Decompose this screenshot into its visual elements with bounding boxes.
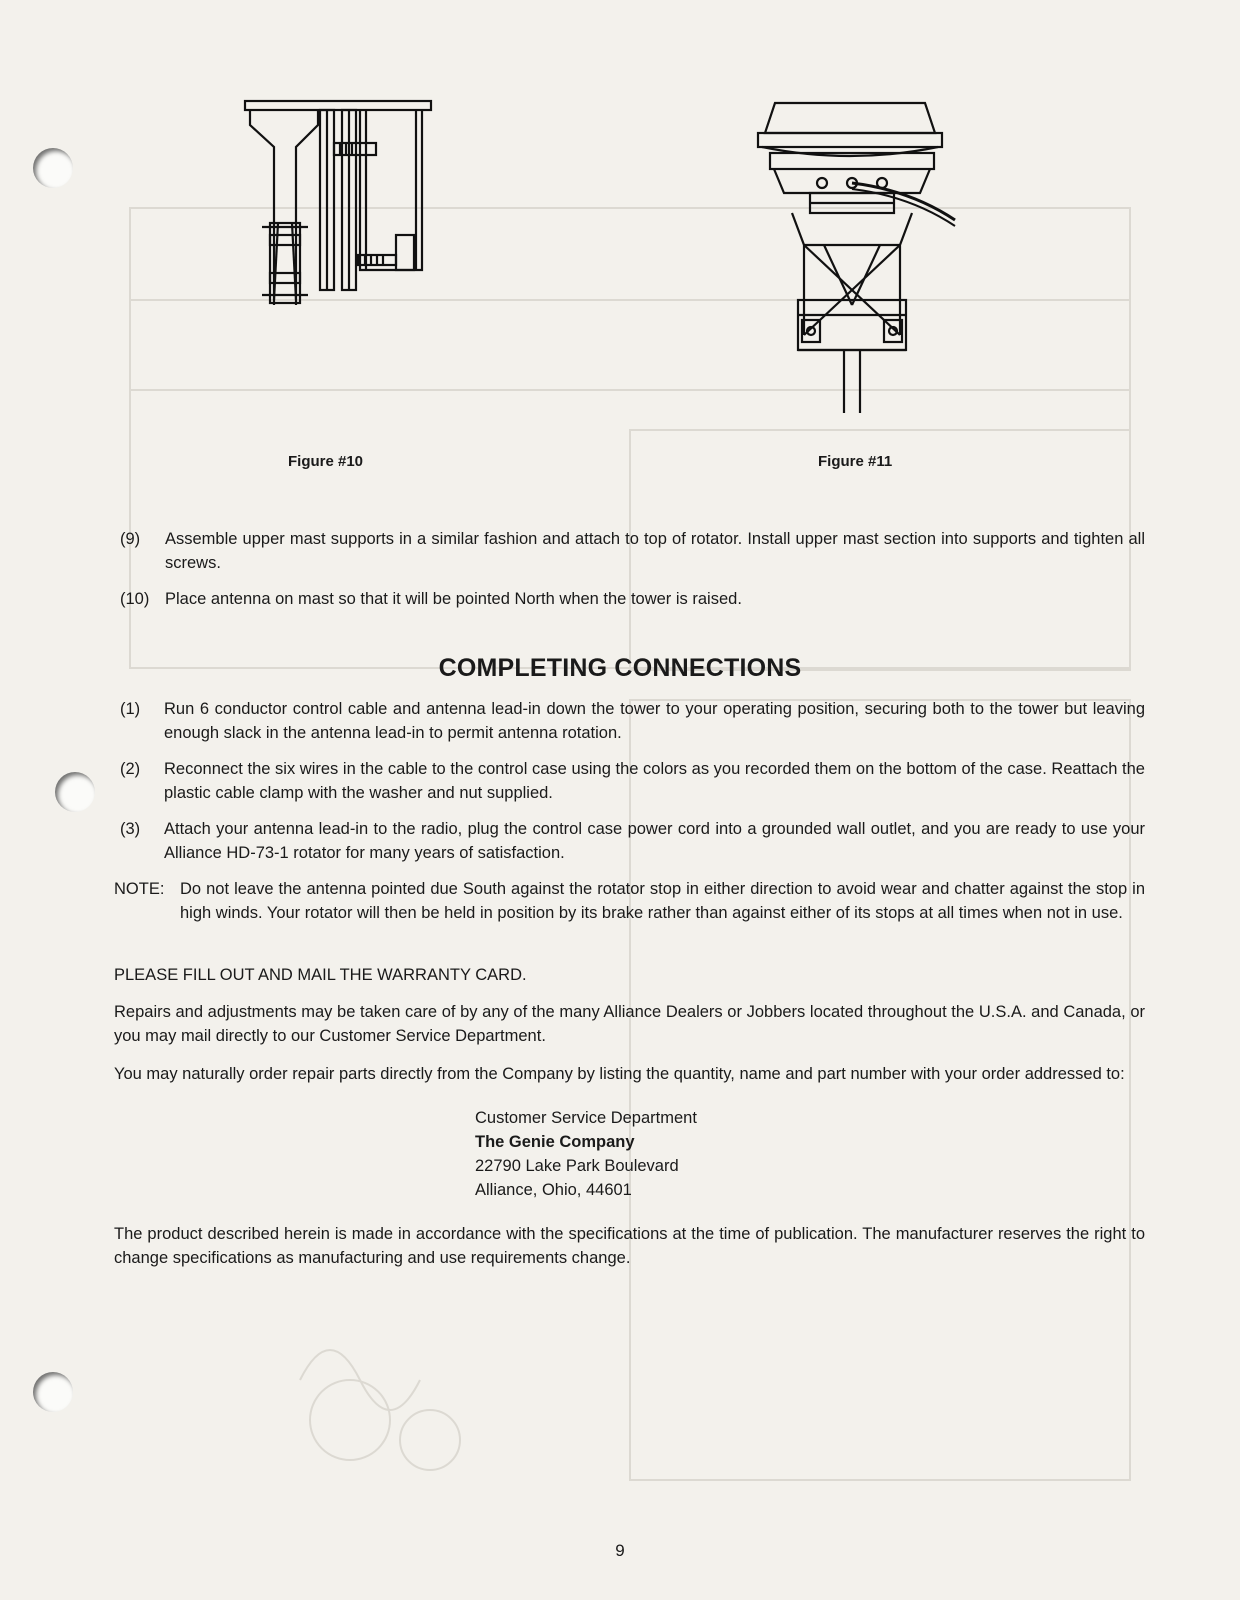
connection-step-2 xyxy=(120,757,1145,805)
step-text: Assemble upper mast supports in a similar fashion and attach to top of rotator. Install upper mast section into supports and tighten all screws. xyxy=(165,530,1145,572)
note-label: NOTE: xyxy=(114,880,165,898)
figure-10-caption: Figure #10 xyxy=(288,453,364,470)
step-number: (3) xyxy=(120,820,141,838)
order-paragraph: You may naturally order repair parts directly from the Company by listing the quantity, name and part number with your order addressed to: xyxy=(114,1065,1125,1083)
disclaimer-paragraph: The product described herein is made in accordance with the specifications at the time of publication. The manufacturer reserves the right to change specifications as manufacturing and use requirements change. xyxy=(114,1225,1145,1267)
binder-hole-top xyxy=(33,148,73,188)
mailing-address xyxy=(475,1106,697,1202)
binder-hole-middle xyxy=(55,772,95,812)
repairs-paragraph: Repairs and adjustments may be taken care of by any of the many Alliance Dealers or Jobbers located throughout the U.S.A. and Canada, or you may mail directly to our Customer Service Department. xyxy=(114,1003,1145,1045)
step-10 xyxy=(120,587,1145,611)
connection-step-3 xyxy=(120,817,1145,865)
section-heading: COMPLETING CONNECTIONS xyxy=(438,654,802,682)
step-text: Place antenna on mast so that it will be pointed North when the tower is raised. xyxy=(165,590,742,608)
address-city: Alliance, Ohio, 44601 xyxy=(475,1181,632,1199)
note-text: Do not leave the antenna pointed due South against the rotator stop in either direction to avoid wear and chatter against the stop in high winds. Your rotator will then be held in position by its brake rather than against either of its stops at all times when not in use. xyxy=(180,880,1145,922)
connection-step-1 xyxy=(120,697,1145,745)
step-number: (1) xyxy=(120,700,141,718)
figure-11-caption: Figure #11 xyxy=(818,453,893,470)
address-department: Customer Service Department xyxy=(475,1109,697,1127)
address-company: The Genie Company xyxy=(475,1133,635,1151)
step-9 xyxy=(120,527,1145,575)
step-text: Run 6 conductor control cable and antenna lead-in down the tower to your operating position, securing both to the tower but leaving enough slack in the antenna lead-in to permit antenna rotation. xyxy=(164,700,1145,742)
note-block xyxy=(114,877,1145,949)
step-number: (10) xyxy=(120,590,150,608)
step-text: Attach your antenna lead-in to the radio, plug the control case power cord into a grounded wall outlet, and you are ready to use your Alliance HD-73-1 rotator for many years of satisfaction. xyxy=(164,820,1145,862)
binder-hole-bottom xyxy=(33,1372,73,1412)
page-number: 9 xyxy=(615,1541,625,1560)
figure-10-mast-support-drawing xyxy=(240,95,440,320)
step-text: Reconnect the six wires in the cable to the control case using the colors as you recorded them on the bottom of the case. Reattach the plastic cable clamp with the washer and nut supplied. xyxy=(164,760,1145,802)
warranty-notice: PLEASE FILL OUT AND MAIL THE WARRANTY CARD. xyxy=(114,966,527,984)
step-number: (2) xyxy=(120,760,141,778)
step-number: (9) xyxy=(120,530,141,548)
address-street: 22790 Lake Park Boulevard xyxy=(475,1157,679,1175)
figure-11-rotator-drawing xyxy=(740,95,965,415)
